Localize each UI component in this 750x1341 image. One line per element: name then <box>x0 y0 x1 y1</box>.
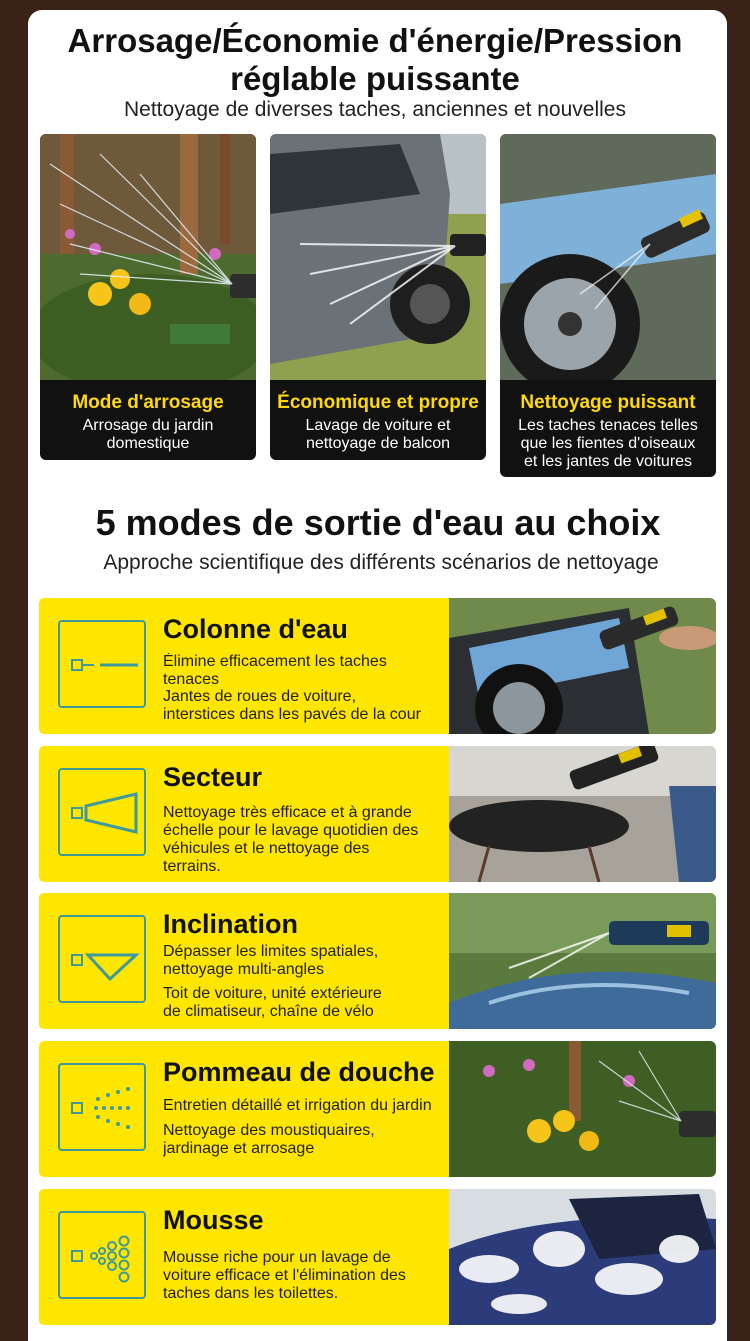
mode-examples: Toit de voiture, unité extérieure de climatiseur, chaîne de vélo <box>163 985 382 1020</box>
wheel-rim-photo <box>500 134 716 380</box>
grill-cleaning-photo <box>449 746 716 882</box>
garden-flowers-photo <box>40 134 256 380</box>
mode-description: Nettoyage très efficace et à grande échelle pour le lavage quotidien des véhicules et le nettoyage des terrains. <box>163 804 419 875</box>
car-foam-photo <box>449 1189 716 1325</box>
feature-card-powerful <box>500 134 716 477</box>
feature-card-watering <box>40 134 256 460</box>
feature-title: Nettoyage puissant <box>520 392 696 413</box>
water-column-icon <box>58 620 146 708</box>
mode-row-foam <box>39 1189 716 1325</box>
mode-description: Élimine efficacement les taches tenaces <box>163 653 387 688</box>
feature-title: Mode d'arrosage <box>72 392 224 413</box>
mode-examples: Nettoyage des moustiquaires, jardinage et arrosage <box>163 1122 375 1157</box>
feature-text: Les taches tenaces telles que les fientes d'oiseaux et les jantes de voitures <box>518 417 698 470</box>
mode-title: Secteur <box>163 762 263 792</box>
modes-subtitle: Approche scientifique des différents scénarios de nettoyage <box>103 551 659 574</box>
mode-description: Mousse riche pour un lavage de voiture efficace et l'élimination des taches dans les toilettes. <box>163 1249 406 1302</box>
feature-text: Lavage de voiture et nettoyage de balcon <box>305 417 451 452</box>
mode-row-sector <box>39 746 716 882</box>
page-subtitle: Nettoyage de diverses taches, anciennes et nouvelles <box>124 98 626 121</box>
mode-description: Entretien détaillé et irrigation du jardin <box>163 1097 432 1114</box>
mode-title: Colonne d'eau <box>163 614 348 644</box>
foam-spray-icon <box>58 1211 146 1299</box>
mode-row-inclination <box>39 893 716 1029</box>
page-title: Arrosage/Économie d'énergie/Pression réglable puissante <box>67 22 683 97</box>
mode-description: Dépasser les limites spatiales, nettoyage multi-angles <box>163 943 379 978</box>
wheel-cleaning-photo <box>449 598 716 734</box>
car-door-photo <box>270 134 486 380</box>
modes-title: 5 modes de sortie d'eau au choix <box>95 502 661 543</box>
shower-spray-icon <box>58 1063 146 1151</box>
car-roof-photo <box>449 893 716 1029</box>
mode-row-shower <box>39 1041 716 1177</box>
angled-spray-icon <box>58 915 146 1003</box>
mode-title: Mousse <box>163 1205 264 1235</box>
feature-text: Arrosage du jardin domestique <box>82 417 214 452</box>
mode-title: Pommeau de douche <box>163 1057 435 1087</box>
feature-title: Économique et propre <box>277 392 479 413</box>
mode-title: Inclination <box>163 909 298 939</box>
feature-card-economic <box>270 134 486 460</box>
flower-watering-photo <box>449 1041 716 1177</box>
mode-examples: Jantes de roues de voiture, interstices dans les pavés de la cour <box>163 688 421 723</box>
sector-spray-icon <box>58 768 146 856</box>
mode-row-water-column <box>39 598 716 734</box>
